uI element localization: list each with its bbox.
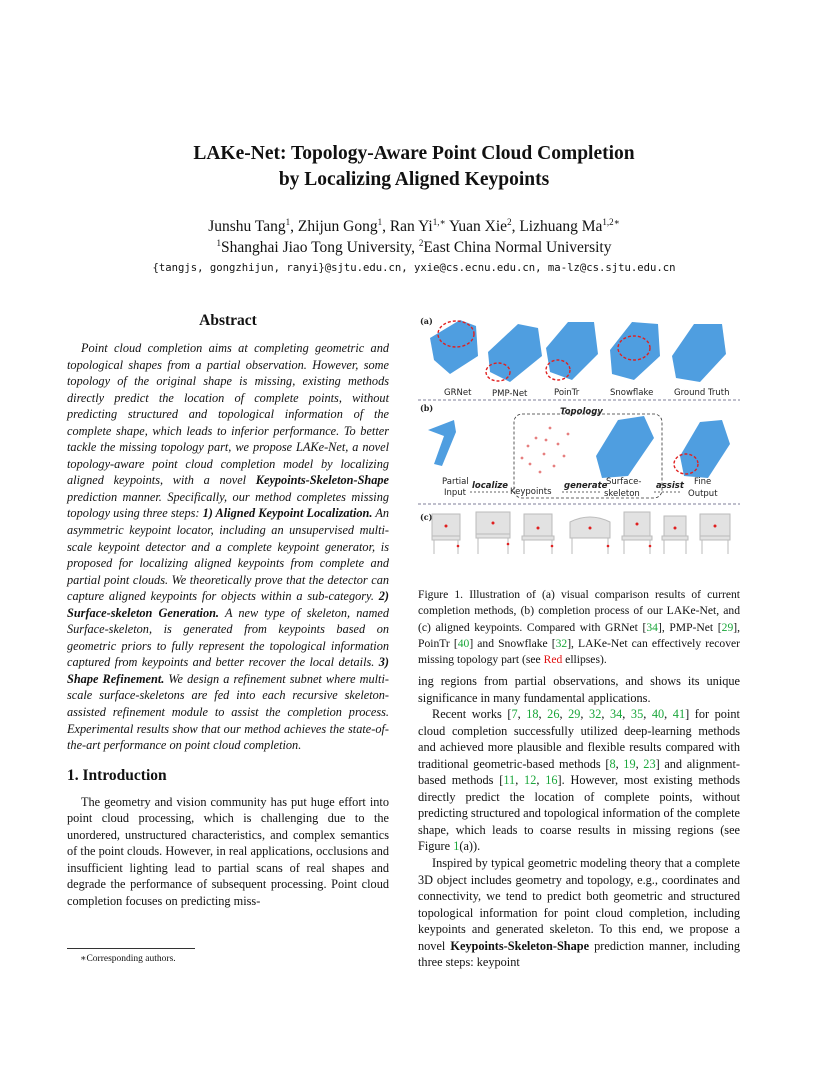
right-para-2: Recent works [7, 18, 26, 29, 32, 34, 35, 40, 41] for point cloud completion successfully utilized deep-learning methods and achieved more plausible and flexible results compared with traditional geometric-based methods [8, 19, 23] and alignment-based methods [11, 12, 16]. However, most existing methods directly predict the location of complete points, without predicting structured and topological information of the complete shape, which leads to coarse results in missing regions (see Figure 1(a)). [418, 707, 741, 854]
topology-label: Topology [560, 407, 603, 417]
affiliations: $^1$Shanghai Jiao Tong University, $^2$East China Normal University [216, 237, 612, 256]
panel-b-label: (b) [420, 403, 434, 413]
label-ground-truth: Ground Truth [674, 388, 730, 398]
label-generate: generate [564, 481, 608, 491]
abstract-heading: Abstract [199, 312, 257, 329]
footnote: ∗Corresponding authors. [80, 954, 176, 964]
keypoints-cloud [521, 427, 570, 474]
panel-c-label: (c) [420, 512, 433, 522]
label-fine: Fine [694, 477, 712, 487]
label-output: Output [688, 489, 718, 499]
paper-title-line2: by Localizing Aligned Keypoints [278, 169, 550, 190]
figure-1-caption: Figure 1. Illustration of (a) visual comparison results of current completion methods, (b) completion process of our LAKe-Net, and (c) aligned keypoints. Compared with GRNet [34], PMP-Net [29], PoinTr [40] and Snowflake [32], LAKe-Net can effectively recover missing topology part (see Red ellipses). [418, 588, 740, 667]
right-para-3: Inspired by typical geometric modeling theory that a complete 3D object includes geometry and topology, e.g., coordinates and connectivity, we tend to predict both geometric and structured topological information for point cloud completion, including keypoints and generated skeleton. To this end, we propose a novel Keypoints-Skeleton-Shape prediction manner, including three steps: keypoint [418, 856, 740, 970]
introduction-heading: 1. Introduction [67, 766, 167, 784]
right-para-1: ing regions from partial observations, and shows its unique significance in many fundamental applications. [418, 674, 740, 705]
ground-truth-shape [672, 324, 726, 382]
panel-a-label: (a) [420, 316, 433, 326]
label-skeleton: skeleton [604, 489, 640, 499]
paper-title-line1: LAKe-Net: Topology-Aware Point Cloud Completion [193, 143, 635, 164]
label-partial: Partial [442, 477, 469, 487]
aligned-keypoint-chairs [432, 512, 730, 554]
fine-output-shape [680, 420, 730, 478]
partial-input-shape [428, 420, 456, 466]
label-assist: assist [656, 481, 684, 491]
introduction-body: The geometry and vision community has put huge effort into point cloud processing, which is challenging due to the unordered, unstructured characteristics, and complex semantics of the point clouds. However, in real applications, occlusions and insufficient lighting lead to partial scans of real shapes and degrade the performance of subsequent processing. Point cloud completion focuses on predicting miss- [67, 794, 389, 908]
label-input: Input [444, 488, 467, 498]
author-emails: {tangjs, gongzhijun, ranyi}@sjtu.edu.cn, yxie@cs.ecnu.edu.cn, ma-lz@cs.sjtu.edu.cn [152, 262, 676, 274]
label-snowflake: Snowflake [610, 388, 654, 398]
label-pointr: PoinTr [554, 388, 580, 398]
pointr-shape [546, 322, 598, 380]
right-column-body [418, 673, 740, 971]
label-surface: Surface- [606, 477, 642, 487]
surface-skeleton-shape [596, 416, 654, 478]
label-pmpnet: PMP-Net [492, 389, 528, 399]
figure-1-illustration [418, 316, 740, 556]
pmpnet-shape [488, 324, 542, 382]
footnote-rule [67, 948, 195, 949]
author-list: Junshu Tang$^1$, Zhijun Gong$^1$, Ran $Yi^{1,∗}$ Yuan Xie$^2$, Lizhuang $Ma^{1,2∗}$ [208, 216, 620, 235]
figure-1 [418, 316, 740, 556]
label-localize: localize [472, 481, 509, 491]
abstract-body: Point cloud completion aims at completing geometric and topological shapes from a partial observation. However, some topology of the original shape is missing, existing methods directly predict the location of complete points, without predicting structured and topological information of the complete shape, which leads to inferior performance. To better tackle the missing topology part, we propose LAKe-Net, a novel topology-aware point cloud completion model by localizing aligned keypoints, with a novel Keypoints-Skeleton-Shape prediction manner. Specifically, our method completes missing topology using three steps: 1) Aligned Keypoint Localization. An asymmetric keypoint locator, including an unsupervised multi-scale keypoint detector and a complete keypoint generator, is proposed for localizing aligned keypoints from complete and partial point clouds. We theoretically prove that the detector can capture aligned keypoints for objects within a sub-category. 2) Surface-skeleton Generation. A new type of skeleton, named Surface-skeleton, is generated from keypoints based on geometric priors to fully represent the topological information captured from keypoints and better recover the local details. 3) Shape Refinement. We design a refinement subnet where multi-scale surface-skeletons are fed into each recursive skeleton-assisted refinement module to assist the completion process. Experimental results show that our method achieves the state-of-the-art performance on point cloud completion. [67, 341, 390, 753]
label-grnet: GRNet [444, 388, 472, 398]
label-keypoints: Keypoints [510, 487, 552, 497]
snowflake-shape [610, 322, 660, 380]
